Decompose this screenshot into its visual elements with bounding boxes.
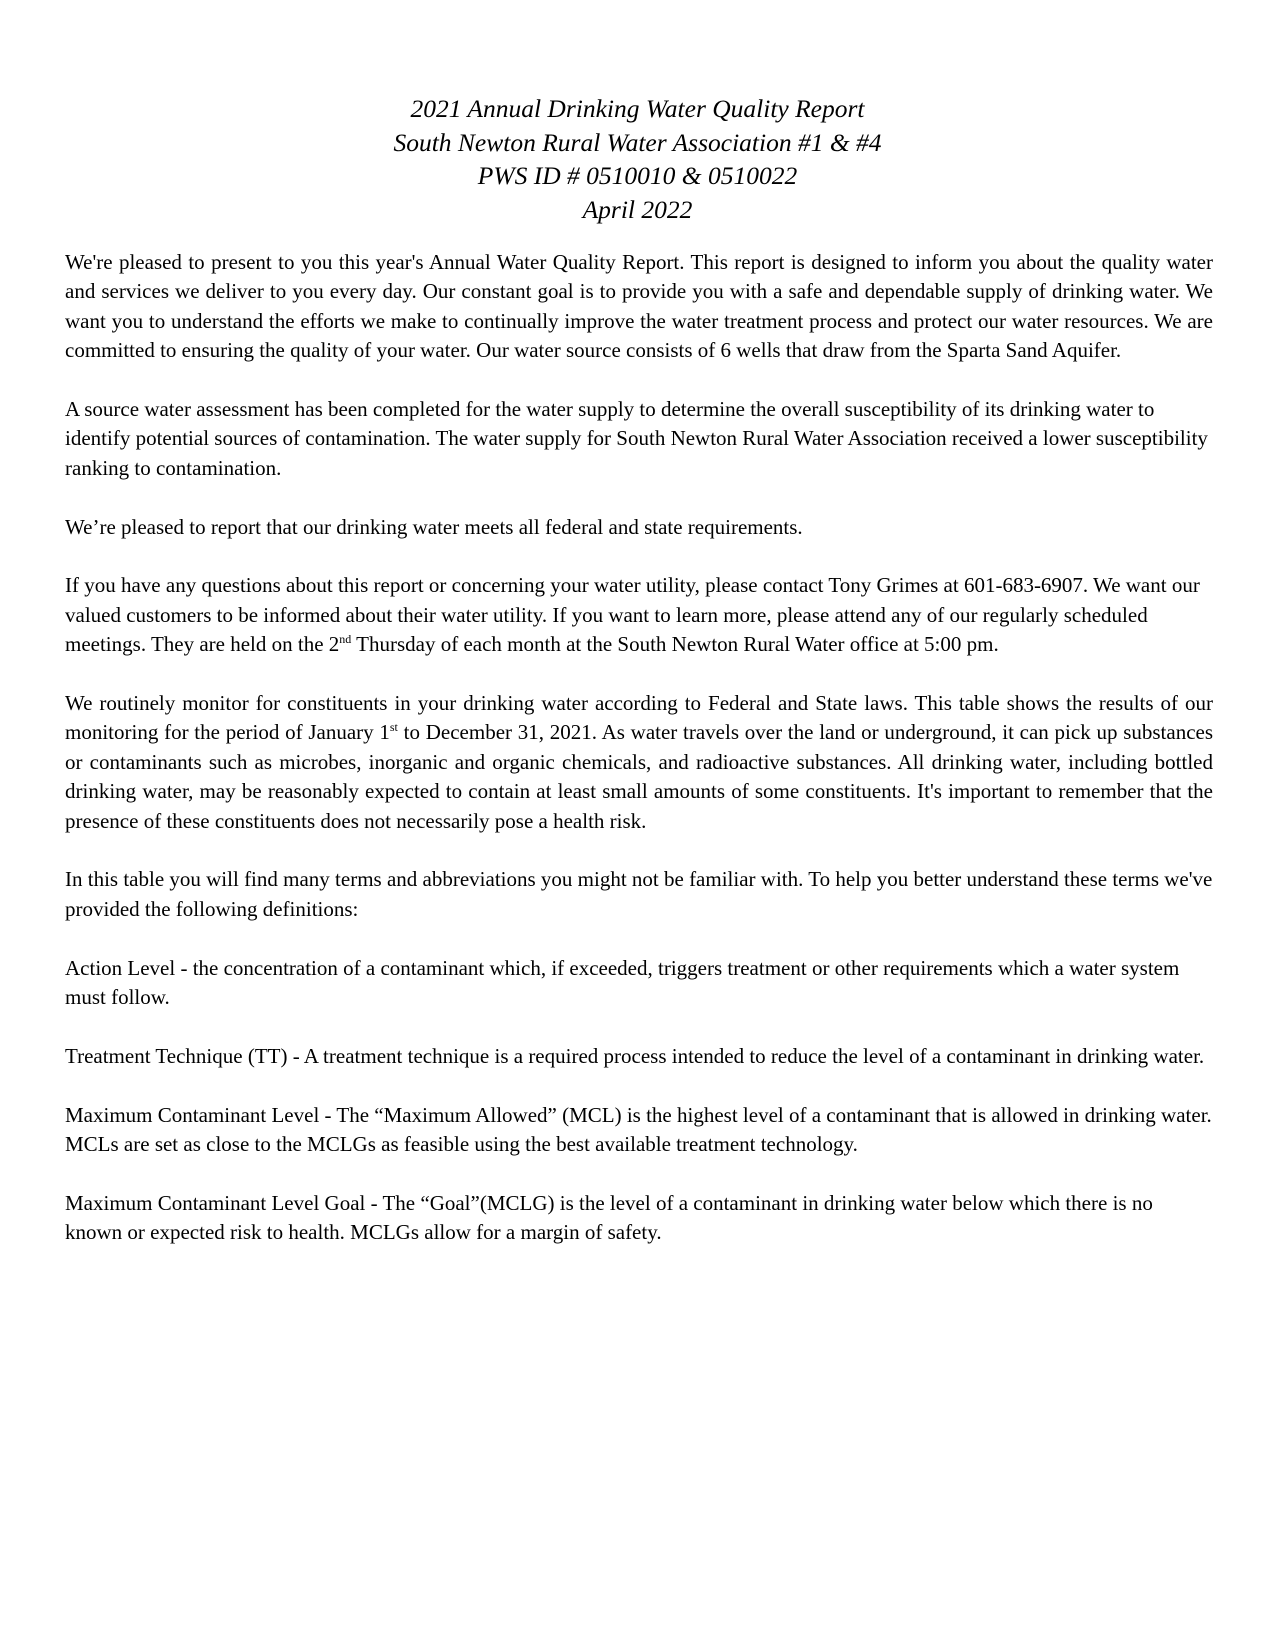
report-header — [0, 92, 1275, 226]
ordinal-suffix: nd — [339, 632, 352, 647]
intro-paragraph: We're pleased to present to you this year's Annual Water Quality Report. This report is designed to inform you about the quality water and services we deliver to you every day. Our constant goal is to provide you with a safe and dependable supply of drinking water. We want you to understand the efforts we make to continually improve the water treatment process and protect our water resources. We are committed to ensuring the quality of your water. Our water source consists of 6 wells that draw from the Sparta Sand Aquifer. — [65, 250, 1213, 363]
association-name: South Newton Rural Water Association #1 & #4 — [393, 127, 882, 157]
report-body — [65, 248, 1213, 1277]
definition-mclg: Maximum Contaminant Level Goal - The “Goal”(MCLG) is the level of a contaminant in drinking water below which there is no known or expected risk to health. MCLGs allow for a margin of safety. — [65, 1190, 1153, 1245]
assessment-paragraph: A source water assessment has been completed for the water supply to determine the overall susceptibility of its drinking water to identify potential sources of contamination. The water supply for South Newton Rural Water Association received a lower susceptibility ranking to contamination. — [65, 397, 1208, 480]
contact-text-rest: Thursday of each month at the South Newton Rural Water office at 5:00 pm. — [351, 632, 999, 657]
monitoring-text-rest: to December 31, 2021. As water travels over the land or underground, it can pick up substances or contaminants such as microbes, inorganic and organic chemicals, and radioactive substances. All drinking water, including bottled drinking water, may be reasonably expected to contain at least small amounts of some constituents. It's important to remember that the presence of these constituents does not necessarily pose a health risk. — [65, 720, 1214, 833]
pws-id: PWS ID # 0510010 & 0510022 — [477, 161, 798, 190]
contact-text: If you have any questions about this report or concerning your water utility, please contact Tony Grimes at 601-683-6907. We want our valued customers to be informed about their water utility. If you want to learn more, please attend any of our regularly scheduled meetings. They are held on the 2 — [65, 573, 1200, 657]
definition-mcl: Maximum Contaminant Level - The “Maximum Allowed” (MCL) is the highest level of a contaminant that is allowed in drinking water. MCLs are set as close to the MCLGs as feasible using the best available treatment technology. — [65, 1102, 1212, 1157]
ordinal-suffix: st — [389, 720, 398, 735]
terms-intro-paragraph: In this table you will find many terms and abbreviations you might not be familiar with. To help you better understand these terms we've provided the following definitions: — [65, 867, 1213, 921]
contact-paragraph — [65, 571, 1213, 659]
monitoring-text: We routinely monitor for constituents in your drinking water according to Federal and State laws. This table shows the results of our monitoring for the period of January 1 — [65, 691, 1213, 745]
definition-treatment-technique: Treatment Technique (TT) - A treatment technique is a required process intended to reduce the level of a contaminant in drinking water. — [65, 1043, 1205, 1068]
definition-action-level: Action Level - the concentration of a contaminant which, if exceeded, triggers treatment or other requirements which a water system must follow. — [65, 955, 1180, 1010]
compliance-paragraph: We’re pleased to report that our drinking water meets all federal and state requirements. — [65, 514, 803, 539]
report-title: 2021 Annual Drinking Water Quality Report — [410, 94, 865, 123]
report-date: April 2022 — [582, 194, 693, 224]
monitoring-paragraph — [65, 689, 1213, 836]
